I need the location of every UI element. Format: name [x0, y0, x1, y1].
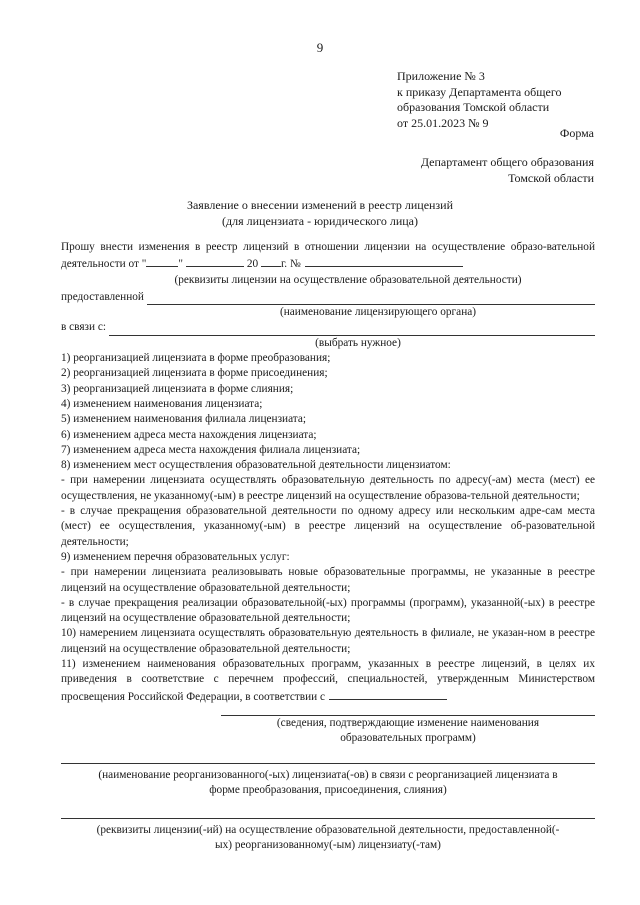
appendix-line: образования Томской области [397, 100, 550, 114]
reorganized-license-caption [61, 823, 595, 854]
appendix-line: от 25.01.2023 № 9 [397, 115, 489, 130]
application-body [61, 240, 595, 854]
license-day-field[interactable] [146, 255, 178, 267]
license-details-caption: (реквизиты лицензии на осуществление образовательной деятельности) [174, 273, 522, 286]
granted-line [61, 290, 595, 305]
list-item: 2) реорганизацией лицензиата в форме присоединения; [61, 367, 328, 380]
reason-options-list [61, 351, 595, 705]
reorganized-licensee-caption [61, 768, 595, 799]
reason-caption: (выбрать нужное) [315, 336, 401, 349]
caption-line: (наименование реорганизованного(-ых) лицензиата(-ов) в связи с реорганизацией лицензиата в [98, 768, 558, 781]
program-names-caption [221, 716, 595, 747]
title-line: Заявление о внесении изменений в реестр лицензий [186, 198, 454, 212]
list-item: - в случае прекращения реализации образовательной(-ых) программы (программ), указанной(-ых) в реестре лицензий на осуществление образовательной деятельности; [61, 596, 595, 625]
granted-label: предоставленной [61, 290, 144, 303]
form-label: Форма [559, 126, 594, 140]
request-paragraph [61, 240, 595, 273]
reason-field[interactable] [109, 323, 595, 336]
appendix-header [397, 69, 561, 131]
page-number: 9 [316, 40, 324, 55]
document-title [0, 198, 640, 229]
license-year-field[interactable] [261, 255, 281, 267]
appendix-line: Приложение № 3 [397, 69, 485, 83]
list-item: - при намерении лицензиата реализовывать новые образовательные программы, не указанные в реестре лицензий на осуществление образовательной деятельности; [61, 566, 595, 594]
license-number-field[interactable] [305, 255, 463, 267]
list-item: 4) изменением наименования лицензиата; [61, 397, 263, 410]
reorganized-license-details-field[interactable] [61, 808, 595, 819]
caption-line: (реквизиты лицензии(-ий) на осуществление образовательной деятельности, предоставленной(- [96, 824, 560, 837]
reason-line [61, 320, 595, 335]
addressee-department [421, 155, 594, 186]
licensing-authority-field[interactable] [147, 292, 595, 305]
list-item: 1) реорганизацией лицензиата в форме преобразования; [61, 352, 331, 365]
caption-line: форме преобразования, присоединения, слияния) [209, 783, 447, 796]
list-item: - в случае прекращения образовательной деятельности по одному адресу или нескольким адре-сам места (мест) ее осуществления, указанному(-ым) в реестре лицензий на осуществление об-разовательной деятельности; [61, 505, 595, 548]
list-item: 8) изменением мест осуществления образовательной деятельности лицензиатом: [61, 459, 451, 472]
licensing-authority-caption: (наименование лицензирующего органа) [279, 306, 477, 319]
request-text: Прошу внести изменения в реестр лицензий в отношении лицензии на осуществление образо-вательной деятельности от " [61, 241, 595, 271]
license-month-field[interactable] [186, 255, 244, 267]
reorganized-licensee-field[interactable] [61, 753, 595, 764]
department-line: Томской области [508, 170, 594, 185]
caption-line: ых) реорганизованному(-ым) лицензиату(-там) [215, 839, 441, 852]
list-item: 7) изменением адреса места нахождения филиала лицензиата; [61, 443, 361, 456]
list-item: 6) изменением адреса места нахождения лицензиата; [61, 428, 317, 441]
list-item: - при намерении лицензиата осуществлять образовательную деятельность по адресу(-ам) места (мест) ее осуществления, не указанному(-ым) в реестре лицензий на осуществление образова-тельной деятельности; [61, 474, 595, 502]
title-subline: (для лицензиата - юридического лица) [222, 213, 418, 228]
list-item-11 [61, 657, 595, 705]
list-item-11-text: 11) изменением наименования образовательных программ, указанных в реестре лицензий, в целях их приведения в соответствие с перечнем профессий, специальностей, утвержденным Министерством просвещения Российской Федерации, в соответствии с [61, 658, 595, 703]
appendix-line: к приказу Департамента общего [397, 84, 562, 99]
list-item: 9) изменением перечня образовательных услуг: [61, 550, 290, 563]
request-quote: " [178, 258, 183, 271]
request-year-prefix: 20 [244, 258, 261, 271]
list-item: 5) изменением наименования филиала лицензиата; [61, 413, 307, 426]
department-line: Департамент общего образования [420, 155, 594, 169]
caption-line: (сведения, подтверждающие изменение наименования [276, 716, 540, 729]
request-number-label: г. № [280, 258, 301, 271]
program-names-line[interactable] [221, 705, 595, 716]
program-names-field[interactable] [329, 688, 447, 700]
caption-line: образовательных программ) [340, 732, 476, 745]
list-item: 10) намерением лицензиата осуществлять образовательную деятельность в филиале, не указан-ном в реестре лицензий на осуществление образовательной деятельности; [61, 627, 595, 655]
list-item: 3) реорганизацией лицензиата в форме слияния; [61, 382, 294, 395]
reason-label: в связи с: [61, 321, 107, 334]
